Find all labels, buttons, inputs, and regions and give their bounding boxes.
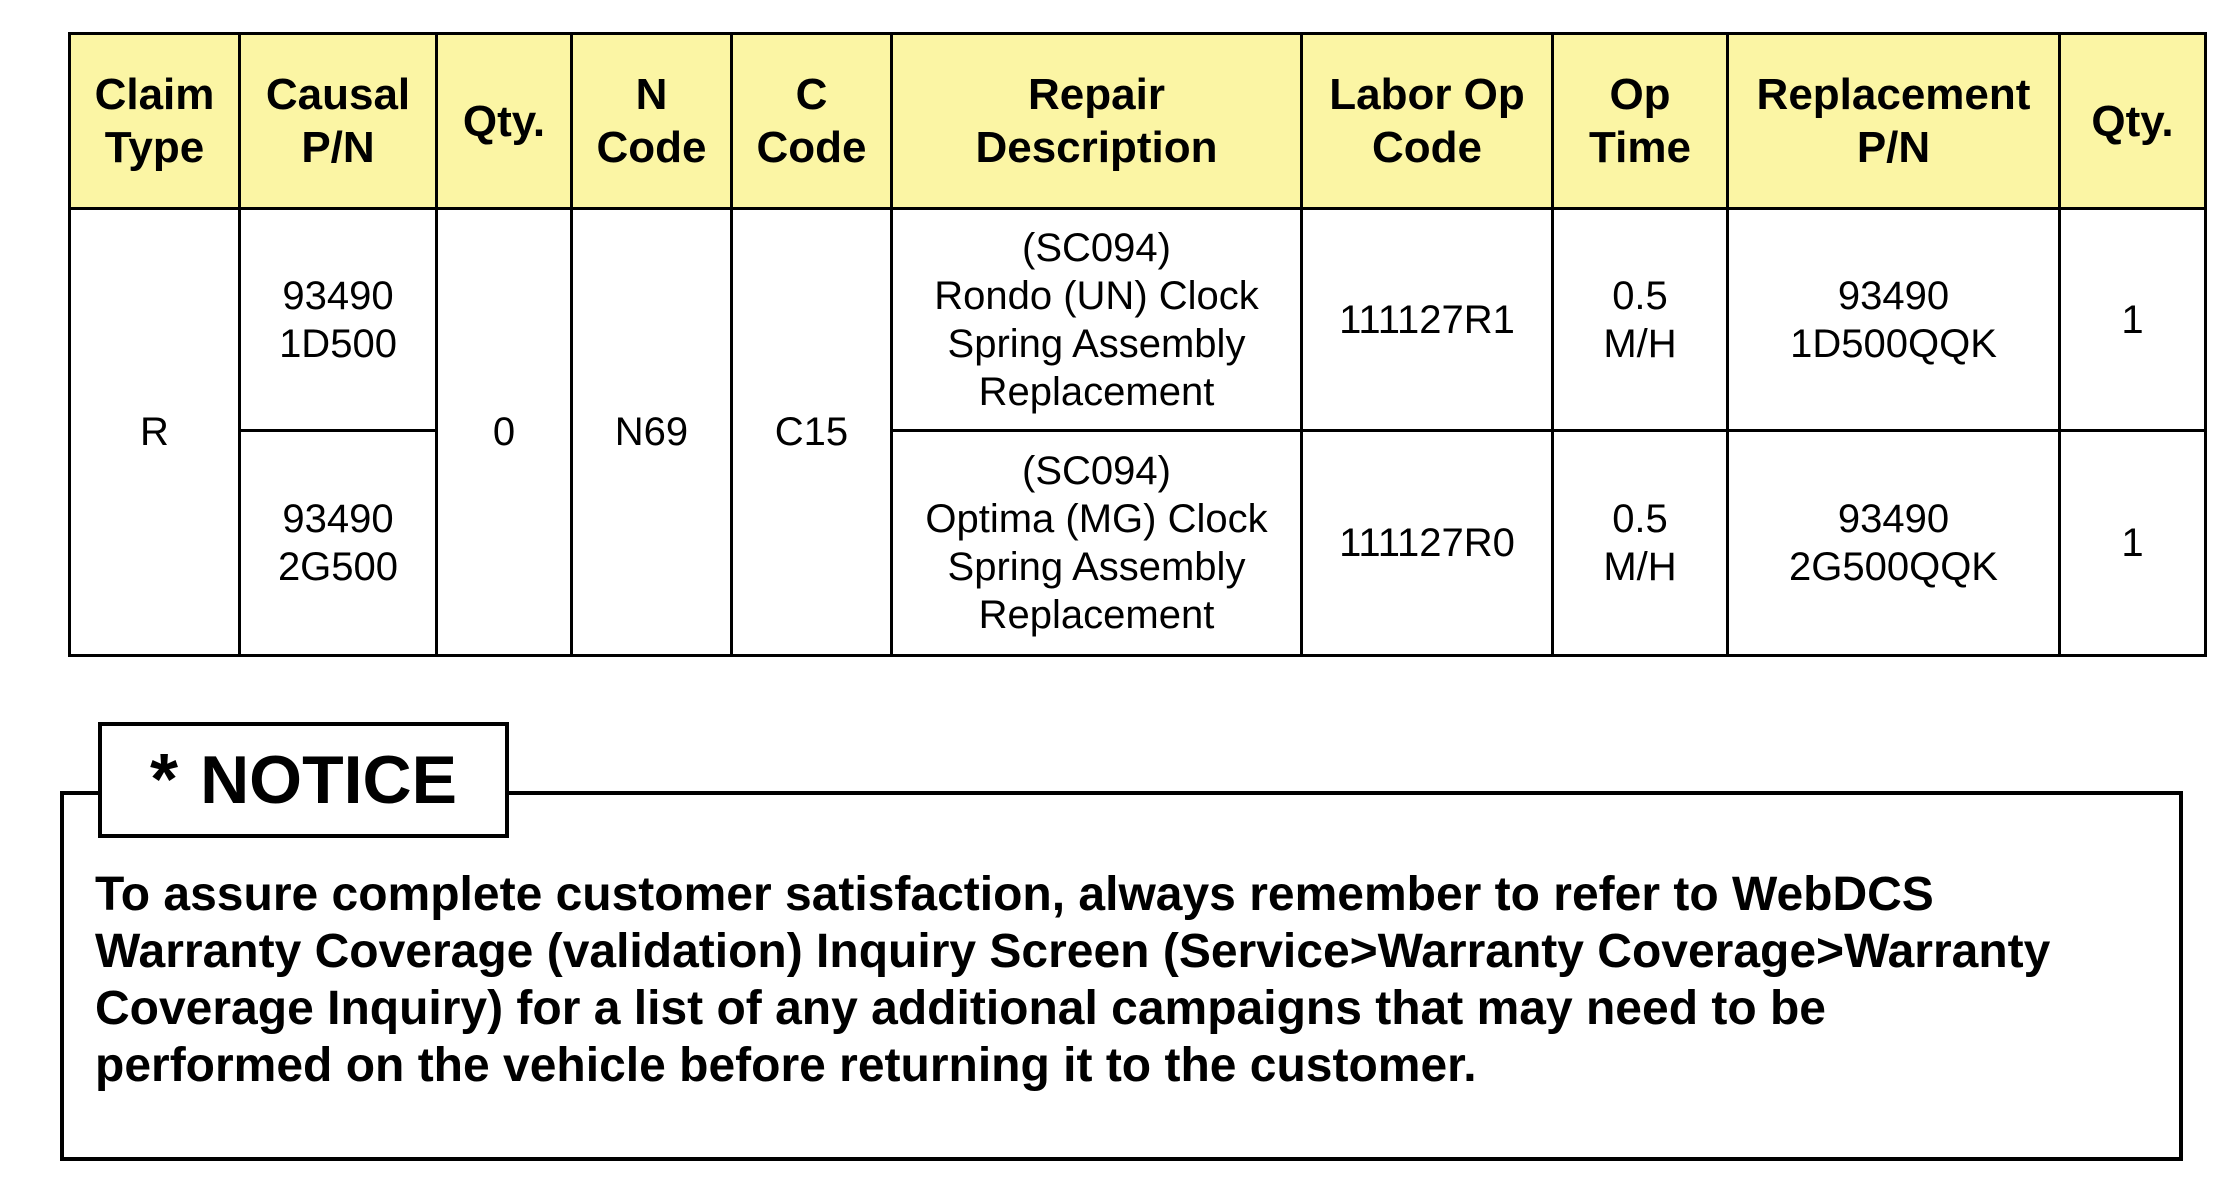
notice-line: Warranty Coverage (validation) Inquiry Screen (Service>Warranty Coverage>Warranty bbox=[95, 925, 2051, 978]
header-row bbox=[70, 34, 2206, 209]
header-c-code: C Code bbox=[732, 34, 892, 209]
n-code-cell: N69 bbox=[572, 209, 732, 656]
qty-cell: 0 bbox=[437, 209, 572, 656]
notice-line: performed on the vehicle before returning it to the customer. bbox=[95, 1039, 1477, 1092]
c-code-cell: C15 bbox=[732, 209, 892, 656]
repair-description-cell: (SC094) Rondo (UN) Clock Spring Assembly Replacement bbox=[892, 209, 1302, 431]
replacement-pn-cell: 93490 2G500QQK bbox=[1728, 431, 2060, 656]
notice-text bbox=[95, 866, 2165, 1094]
causal-pn-cell: 93490 2G500 bbox=[240, 431, 437, 656]
causal-pn-cell: 93490 1D500 bbox=[240, 209, 437, 431]
notice-heading bbox=[98, 722, 509, 838]
star-icon: * bbox=[150, 740, 179, 820]
op-time-cell: 0.5 M/H bbox=[1553, 209, 1728, 431]
notice-line: Coverage Inquiry) for a list of any additional campaigns that may need to be bbox=[95, 982, 1826, 1035]
header-repair-description: Repair Description bbox=[892, 34, 1302, 209]
labor-op-code-cell: 111127R0 bbox=[1302, 431, 1553, 656]
claim-table bbox=[68, 32, 2207, 657]
header-claim-type: Claim Type bbox=[70, 34, 240, 209]
replacement-qty-cell: 1 bbox=[2060, 209, 2206, 431]
labor-op-code-cell: 111127R1 bbox=[1302, 209, 1553, 431]
notice-line: To assure complete customer satisfaction, always remember to refer to WebDCS bbox=[95, 868, 1934, 921]
header-qty: Qty. bbox=[437, 34, 572, 209]
header-op-time: Op Time bbox=[1553, 34, 1728, 209]
repair-description-cell: (SC094) Optima (MG) Clock Spring Assembly Replacement bbox=[892, 431, 1302, 656]
header-replacement-qty: Qty. bbox=[2060, 34, 2206, 209]
op-time-cell: 0.5 M/H bbox=[1553, 431, 1728, 656]
claim-type-cell: R bbox=[70, 209, 240, 656]
header-n-code: N Code bbox=[572, 34, 732, 209]
replacement-qty-cell: 1 bbox=[2060, 431, 2206, 656]
header-replacement-pn: Replacement P/N bbox=[1728, 34, 2060, 209]
replacement-pn-cell: 93490 1D500QQK bbox=[1728, 209, 2060, 431]
header-labor-op-code: Labor Op Code bbox=[1302, 34, 1553, 209]
header-causal-pn: Causal P/N bbox=[240, 34, 437, 209]
table-row bbox=[70, 209, 2206, 431]
notice-title: NOTICE bbox=[200, 742, 457, 818]
table-row bbox=[70, 431, 2206, 656]
